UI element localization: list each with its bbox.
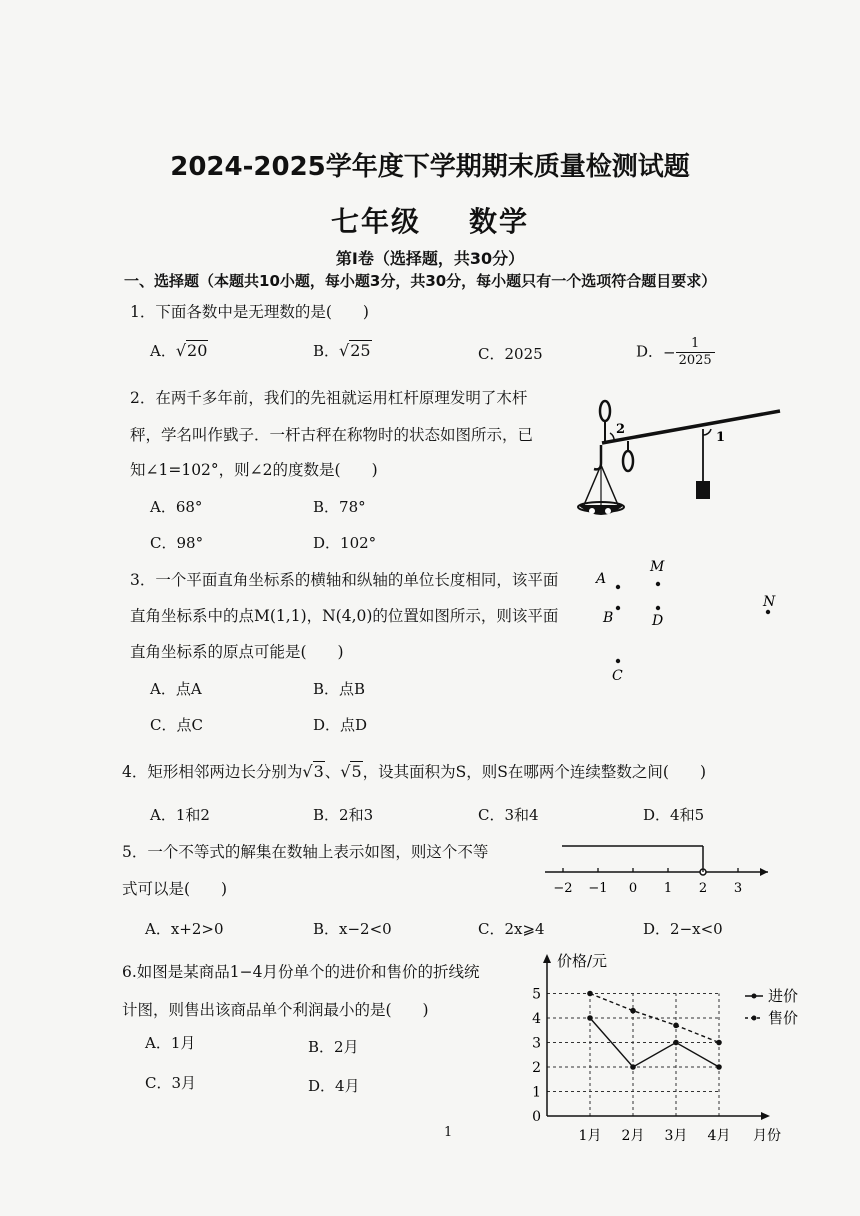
exam-title: 2024-2025学年度下学期期末质量检测试题: [170, 152, 690, 182]
volume-heading: 第Ⅰ卷（选择题，共30分）: [335, 249, 525, 268]
q5-option-c: C．2x⩾4: [478, 920, 545, 938]
q3-line3: 直角坐标系的原点可能是( ): [130, 643, 344, 661]
section-heading: 一、选择题（本题共10小题，每小题3分，共30分，每小题只有一个选项符合题目要求）: [124, 272, 717, 290]
x-tick-label: 1月: [578, 1128, 602, 1144]
series-point: [716, 1064, 722, 1070]
point-a: [616, 585, 620, 589]
q2-option-a: A．68°: [150, 498, 203, 516]
q5-option-d: D．2−x<0: [643, 920, 723, 938]
q3-option-c: C．点C: [150, 716, 203, 734]
q3-line1: 3．一个平面直角坐标系的横轴和纵轴的单位长度相同，该平面: [130, 571, 559, 589]
legend-label: 进价: [768, 987, 799, 1005]
q5-option-a: A．x+2>0: [145, 920, 224, 938]
q4-option-b: B．2和3: [313, 806, 374, 824]
series-point: [630, 1008, 636, 1014]
page-number: 1: [444, 1125, 453, 1140]
point-d-label: D: [652, 613, 664, 629]
x-tick-label: 2月: [621, 1128, 645, 1144]
q2-line2: 秤，学名叫作戥子．一杆古秤在称物时的状态如图所示，已: [130, 426, 534, 444]
point-n: [766, 610, 770, 614]
q3-option-b: B．点B: [313, 680, 366, 698]
series-point: [587, 991, 593, 997]
q6-option-b: B．2月: [308, 1038, 359, 1056]
number-line-tick-label: −2: [553, 881, 573, 896]
point-b: [616, 606, 620, 610]
point-a-label: A: [596, 571, 607, 587]
y-axis-label: 价格/元: [557, 952, 608, 970]
x-tick-label: 3月: [664, 1128, 688, 1144]
q6-option-c: C．3月: [145, 1074, 197, 1092]
q2-line3: 知∠1=102°，则∠2的度数是( ): [130, 461, 378, 479]
y-axis-arrow: [543, 954, 551, 963]
series-point: [673, 1023, 679, 1029]
q1-option-b: B．√25: [313, 341, 371, 360]
point-m: [656, 582, 660, 586]
q4-stem: 4．矩形相邻两边长分别为√3、√5，设其面积为S，则S在哪两个连续整数之间( ): [122, 762, 707, 781]
q6-line2: 计图，则售出该商品单个利润最小的是( ): [122, 1001, 429, 1019]
q2-option-b: B．78°: [313, 498, 366, 516]
x-axis-arrow: [761, 1112, 770, 1120]
number-line-tick-label: −1: [588, 881, 608, 896]
series-point: [587, 1015, 593, 1021]
point-c-label: C: [612, 668, 623, 684]
q4-option-d: D．4和5: [643, 806, 705, 824]
q1-stem: 1．下面各数中是无理数的是( ): [130, 303, 369, 321]
q6-option-d: D．4月: [308, 1077, 360, 1095]
q2-line1: 2．在两千多年前，我们的先祖就运用杠杆原理发明了木杆: [130, 389, 528, 407]
q4-option-a: A．1和2: [150, 806, 210, 824]
y-tick-label: 0: [532, 1109, 541, 1125]
price-line-chart: [525, 948, 799, 1148]
q6-line1: 6.如图是某商品1−4月份单个的进价和售价的折线统: [122, 963, 480, 981]
point-d: [656, 606, 660, 610]
legend-label: 售价: [768, 1009, 799, 1027]
q3-option-a: A．点A: [150, 680, 202, 698]
point-m-label: M: [650, 559, 665, 575]
q1-option-d: D．− $\frac{1}{2025}$: [636, 336, 715, 369]
y-tick-label: 4: [532, 1011, 541, 1027]
number-line-tick-label: 3: [733, 881, 743, 896]
subject: 数学: [469, 205, 530, 238]
grade-subject: [0, 200, 860, 240]
series-point: [673, 1040, 679, 1046]
y-tick-label: 1: [532, 1084, 541, 1101]
q5-option-b: B．x−2<0: [313, 920, 392, 938]
q6-option-a: A．1月: [145, 1034, 196, 1052]
x-tick-label: 4月: [707, 1128, 731, 1144]
q3-option-d: D．点D: [313, 716, 368, 734]
angle-1-label: 1: [716, 430, 726, 445]
y-tick-label: 5: [532, 986, 541, 1003]
q2-option-c: C．98°: [150, 534, 204, 552]
steelyard-figure: [570, 393, 785, 528]
number-line-figure: [540, 838, 775, 898]
number-line-tick-label: 2: [698, 881, 708, 896]
q1-option-c: C．2025: [478, 345, 543, 363]
number-line-tick-label: 1: [663, 881, 673, 896]
x-axis-label: 月份: [753, 1128, 781, 1144]
point-c: [616, 659, 620, 663]
y-tick-label: 3: [532, 1035, 541, 1052]
q5-line2: 式可以是( ): [122, 880, 228, 898]
q2-option-d: D．102°: [313, 534, 377, 552]
q5-line1: 5．一个不等式的解集在数轴上表示如图，则这个不等: [122, 843, 489, 861]
q3-line2: 直角坐标系中的点M(1,1)，N(4,0)的位置如图所示，则该平面: [130, 607, 559, 625]
point-n-label: N: [763, 594, 776, 610]
series-point: [630, 1064, 636, 1070]
legend-marker: [752, 1016, 757, 1021]
angle-2-label: 2: [616, 422, 626, 437]
series-point: [716, 1040, 722, 1046]
grade: 七年级: [330, 205, 421, 238]
points-figure: [590, 555, 790, 690]
y-tick-label: 2: [532, 1060, 541, 1076]
legend-marker: [752, 994, 757, 999]
point-b-label: B: [603, 610, 614, 626]
q4-option-c: C．3和4: [478, 806, 539, 824]
q1-option-a: A．√20: [150, 341, 208, 360]
number-line-tick-label: 0: [628, 881, 638, 896]
